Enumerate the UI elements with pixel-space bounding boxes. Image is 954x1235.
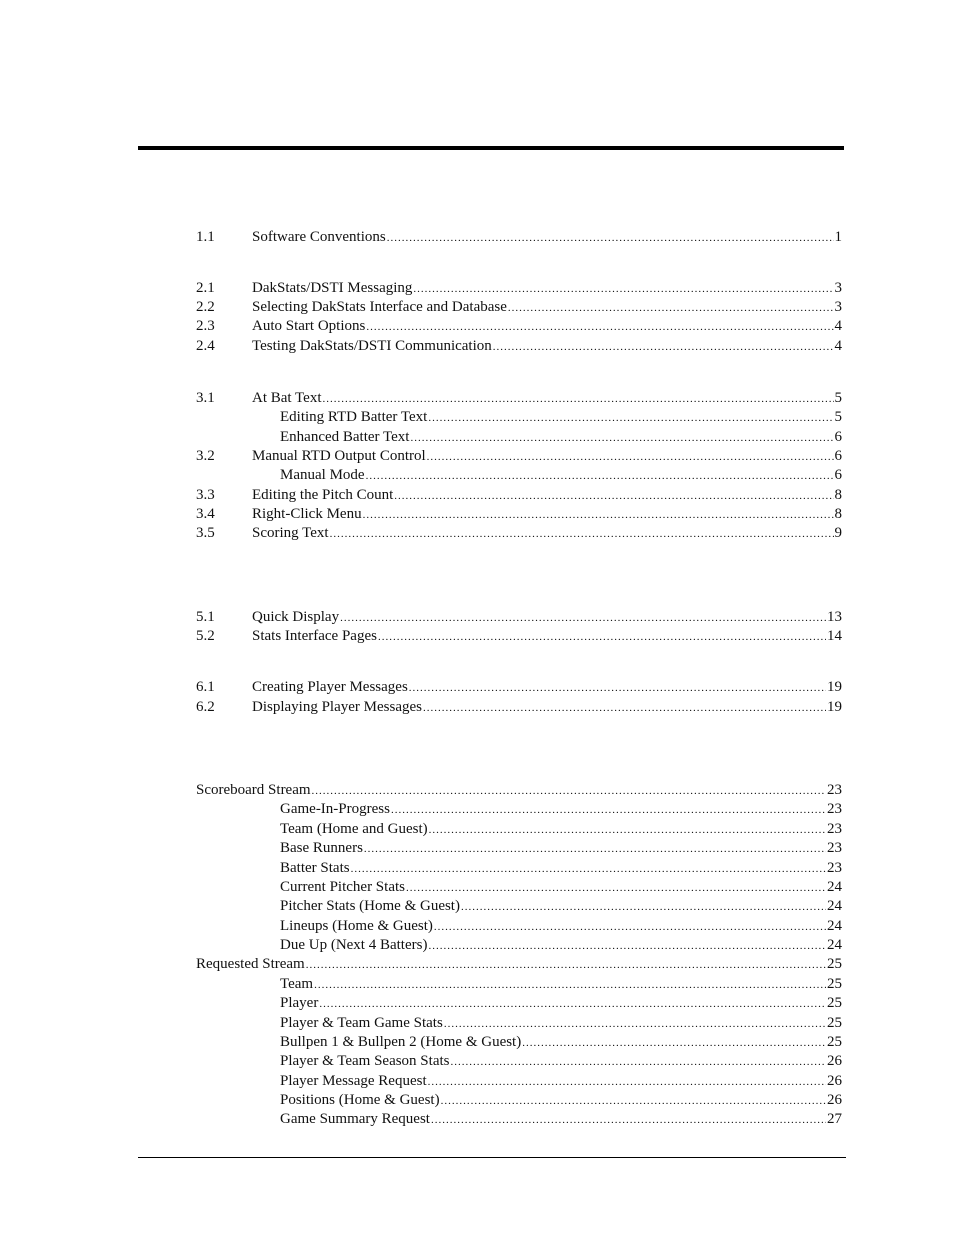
toc-title: Software Conventions — [252, 229, 386, 245]
toc-title: Lineups (Home & Guest) — [280, 918, 433, 934]
toc-title: Editing the Pitch Count — [252, 487, 394, 503]
toc-entry[interactable] — [280, 1109, 842, 1129]
toc-title: Scoreboard Stream — [196, 782, 311, 798]
toc-entry[interactable] — [196, 446, 842, 466]
toc-entry[interactable] — [280, 993, 842, 1013]
toc-dot-leader — [441, 1091, 826, 1110]
toc-page-number: 24 — [827, 918, 842, 934]
toc-entry[interactable] — [280, 1071, 842, 1091]
toc-entry[interactable] — [280, 916, 842, 936]
toc-page-number: 4 — [834, 318, 842, 334]
toc-title: Manual RTD Output Control — [252, 448, 426, 464]
toc-section-number: 1.1 — [196, 229, 215, 245]
toc-page-number: 6 — [834, 429, 842, 445]
toc-section-number: 6.2 — [196, 699, 215, 715]
toc-page-number: 6 — [834, 467, 842, 483]
toc-entry[interactable] — [196, 697, 842, 717]
toc-dot-leader — [330, 524, 834, 543]
toc-section-number: 3.5 — [196, 525, 215, 541]
toc-section-number: 5.1 — [196, 609, 215, 625]
toc-dot-leader — [410, 428, 833, 447]
toc-title: Manual Mode — [280, 467, 365, 483]
toc-entry[interactable] — [196, 316, 842, 336]
toc-page-number: 25 — [827, 956, 842, 972]
toc-dot-leader — [323, 389, 834, 408]
toc-title: Enhanced Batter Text — [280, 429, 410, 445]
toc-page-number: 26 — [827, 1073, 842, 1089]
toc-page-number: 23 — [827, 860, 842, 876]
toc-dot-leader — [366, 466, 834, 485]
toc-page-number: 24 — [827, 898, 842, 914]
toc-section-number: 3.2 — [196, 448, 215, 464]
toc-dot-leader — [387, 228, 834, 247]
toc-page-number: 19 — [827, 679, 842, 695]
toc-page-number: 23 — [827, 821, 842, 837]
toc-page-number: 1 — [834, 229, 842, 245]
toc-title: Due Up (Next 4 Batters) — [280, 937, 428, 953]
toc-dot-leader — [508, 298, 834, 317]
toc-entry[interactable] — [280, 1090, 842, 1110]
toc-title: Selecting DakStats Interface and Database — [252, 299, 507, 315]
toc-section-number: 2.3 — [196, 318, 215, 334]
toc-entry[interactable] — [280, 427, 842, 447]
toc-title: Stats Interface Pages — [252, 628, 377, 644]
toc-section-number: 2.2 — [196, 299, 215, 315]
toc-entry[interactable] — [196, 388, 842, 408]
toc-entry[interactable] — [280, 935, 842, 955]
toc-entry[interactable] — [196, 780, 842, 800]
toc-title: Right-Click Menu — [252, 506, 362, 522]
toc-page-number: 24 — [827, 879, 842, 895]
toc-page-number: 5 — [834, 409, 842, 425]
toc-dot-leader — [434, 917, 826, 936]
toc-page-number: 26 — [827, 1053, 842, 1069]
toc-section-number: 3.3 — [196, 487, 215, 503]
toc-page-number: 13 — [827, 609, 842, 625]
toc-entry[interactable] — [196, 278, 842, 298]
toc-dot-leader — [312, 781, 826, 800]
toc-dot-leader — [431, 1110, 826, 1129]
toc-page-number: 8 — [834, 506, 842, 522]
toc-dot-leader — [394, 486, 833, 505]
toc-page-number: 5 — [834, 390, 842, 406]
toc-page-number: 14 — [827, 628, 842, 644]
toc-entry[interactable] — [280, 407, 842, 427]
toc-dot-leader — [340, 608, 826, 627]
toc-title: Creating Player Messages — [252, 679, 408, 695]
footer-rule — [138, 1157, 846, 1158]
toc-title: Game Summary Request — [280, 1111, 430, 1127]
toc-page-number: 19 — [827, 699, 842, 715]
toc-page-number: 25 — [827, 1015, 842, 1031]
toc-dot-leader — [351, 859, 826, 878]
toc-title: Testing DakStats/DSTI Communication — [252, 338, 492, 354]
toc-title: Team (Home and Guest) — [280, 821, 428, 837]
toc-dot-leader — [409, 678, 826, 697]
toc-dot-leader — [314, 975, 826, 994]
toc-title: Base Runners — [280, 840, 363, 856]
toc-dot-leader — [378, 627, 826, 646]
toc-title: Displaying Player Messages — [252, 699, 422, 715]
toc-entry[interactable] — [280, 838, 842, 858]
toc-title: Player & Team Season Stats — [280, 1053, 450, 1069]
toc-entry[interactable] — [196, 297, 842, 317]
toc-title: Editing RTD Batter Text — [280, 409, 428, 425]
toc-dot-leader — [306, 955, 826, 974]
toc-dot-leader — [429, 820, 826, 839]
toc-entry[interactable] — [196, 227, 842, 247]
toc-section-number: 6.1 — [196, 679, 215, 695]
toc-title: Bullpen 1 & Bullpen 2 (Home & Guest) — [280, 1034, 522, 1050]
toc-dot-leader — [413, 279, 833, 298]
toc-section-number: 3.4 — [196, 506, 215, 522]
toc-title: Quick Display — [252, 609, 340, 625]
toc-title: DakStats/DSTI Messaging — [252, 280, 413, 296]
toc-page-number: 23 — [827, 840, 842, 856]
toc-title: Positions (Home & Guest) — [280, 1092, 440, 1108]
toc-page-number: 3 — [834, 299, 842, 315]
toc-title: Scoring Text — [252, 525, 329, 541]
toc-title: Team — [280, 976, 314, 992]
toc-page-number: 25 — [827, 1034, 842, 1050]
toc-dot-leader — [391, 800, 826, 819]
toc-title: Batter Stats — [280, 860, 350, 876]
toc-page-number: 24 — [827, 937, 842, 953]
toc-title: Player & Team Game Stats — [280, 1015, 443, 1031]
toc-title: Player — [280, 995, 319, 1011]
toc-page-number: 23 — [827, 801, 842, 817]
toc-dot-leader — [450, 1052, 826, 1071]
toc-page-number: 4 — [834, 338, 842, 354]
toc-entry[interactable] — [280, 819, 842, 839]
toc-page-number: 25 — [827, 995, 842, 1011]
toc-title: Pitcher Stats (Home & Guest) — [280, 898, 460, 914]
toc-entry[interactable] — [196, 523, 842, 543]
toc-page-number: 26 — [827, 1092, 842, 1108]
toc-page-number: 8 — [834, 487, 842, 503]
toc-page-number: 9 — [834, 525, 842, 541]
toc-page-number: 3 — [834, 280, 842, 296]
toc-entry[interactable] — [280, 799, 842, 819]
toc-entry[interactable] — [280, 858, 842, 878]
toc-entry[interactable] — [196, 485, 842, 505]
toc-entry[interactable] — [280, 1051, 842, 1071]
toc-title: At Bat Text — [252, 390, 322, 406]
toc-dot-leader — [319, 994, 826, 1013]
toc-entry[interactable] — [280, 877, 842, 897]
toc-entry[interactable] — [196, 504, 842, 524]
toc-dot-leader — [428, 936, 826, 955]
toc-entry[interactable] — [196, 954, 842, 974]
toc-dot-leader — [427, 447, 834, 466]
toc-section-number: 3.1 — [196, 390, 215, 406]
toc-page-number: 25 — [827, 976, 842, 992]
toc-entry[interactable] — [280, 896, 842, 916]
toc-dot-leader — [444, 1014, 826, 1033]
toc-page-number: 6 — [834, 448, 842, 464]
toc-section-number: 2.4 — [196, 338, 215, 354]
toc-title: Game-In-Progress — [280, 801, 390, 817]
toc-title: Requested Stream — [196, 956, 305, 972]
toc-page-number: 27 — [827, 1111, 842, 1127]
toc-entry[interactable] — [280, 1032, 842, 1052]
toc-dot-leader — [363, 505, 834, 524]
toc-dot-leader — [428, 1072, 826, 1091]
toc-dot-leader — [366, 317, 833, 336]
toc-page-number: 23 — [827, 782, 842, 798]
toc-title: Auto Start Options — [252, 318, 366, 334]
toc-entry[interactable] — [196, 677, 842, 697]
header-rule — [138, 146, 844, 150]
toc-dot-leader — [461, 897, 826, 916]
toc-entry[interactable] — [196, 626, 842, 646]
toc-dot-leader — [406, 878, 826, 897]
toc-section-number: 5.2 — [196, 628, 215, 644]
toc-entry[interactable] — [280, 1013, 842, 1033]
toc-dot-leader — [423, 698, 826, 717]
toc-section-number: 2.1 — [196, 280, 215, 296]
toc-entry[interactable] — [280, 974, 842, 994]
toc-entry[interactable] — [280, 465, 842, 485]
toc-entry[interactable] — [196, 336, 842, 356]
toc-title: Player Message Request — [280, 1073, 427, 1089]
toc-dot-leader — [428, 408, 833, 427]
toc-entry[interactable] — [196, 607, 842, 627]
toc-dot-leader — [522, 1033, 826, 1052]
toc-title: Current Pitcher Stats — [280, 879, 405, 895]
toc-dot-leader — [493, 337, 834, 356]
toc-dot-leader — [364, 839, 826, 858]
